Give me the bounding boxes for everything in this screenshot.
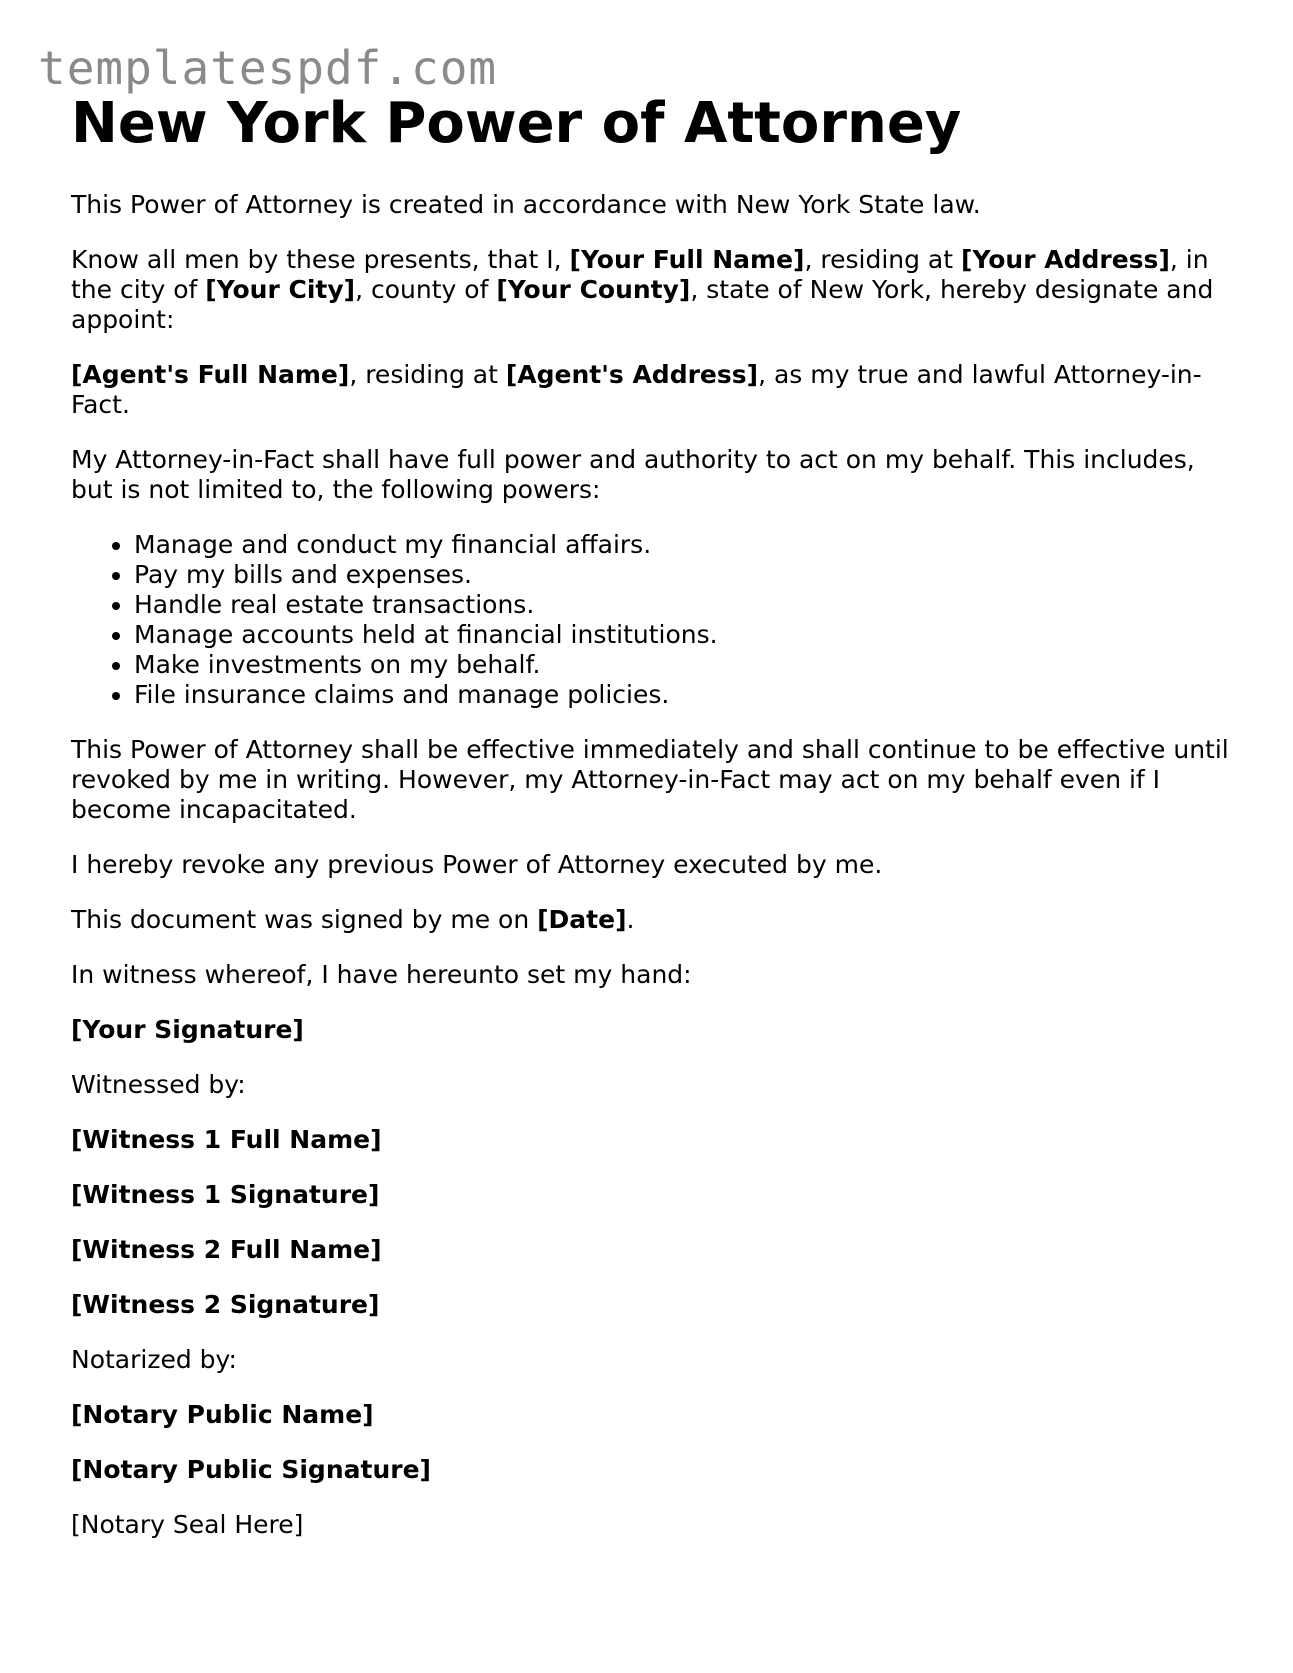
intro-paragraph: This Power of Attorney is created in accordance with New York State law.	[71, 190, 981, 219]
notary-seal-placeholder: [Notary Seal Here]	[71, 1510, 304, 1539]
notarized-by-label: Notarized by:	[71, 1345, 237, 1374]
powers-list	[71, 530, 1231, 710]
designation-text-3: , in the city of	[71, 245, 1209, 304]
signed-text-2: .	[626, 905, 635, 934]
powers-intro: My Attorney-in-Fact shall have full power and authority to act on my behalf. This includes, but is not limited to, the following powers:	[71, 445, 1195, 504]
witness-2-name-placeholder: [Witness 2 Full Name]	[71, 1235, 382, 1264]
document-body	[71, 88, 1231, 1565]
list-item: • File insurance claims and manage policies.	[134, 680, 1231, 710]
designation-text-2: , residing at	[804, 245, 962, 274]
signed-text-1: This document was signed by me on	[71, 905, 538, 934]
agent-name-placeholder: [Agent's Full Name]	[71, 360, 350, 389]
witness-intro: In witness whereof, I have hereunto set my hand:	[71, 960, 692, 989]
your-address-placeholder: [Your Address]	[961, 245, 1170, 274]
agent-text-1: , residing at	[349, 360, 506, 389]
designation-text-4: , county of	[355, 275, 497, 304]
your-county-placeholder: [Your County]	[496, 275, 691, 304]
your-city-placeholder: [Your City]	[205, 275, 356, 304]
list-item: • Pay my bills and expenses.	[134, 560, 1231, 590]
list-item: • Manage accounts held at financial institutions.	[134, 620, 1231, 650]
witness-1-name-placeholder: [Witness 1 Full Name]	[71, 1125, 382, 1154]
designation-text-1: Know all men by these presents, that I,	[71, 245, 570, 274]
your-signature-placeholder: [Your Signature]	[71, 1015, 304, 1044]
agent-text-2: , as my true and lawful Attorney-in-Fact.	[71, 360, 1202, 419]
designation-text-5: , state of New York, hereby designate and appoint:	[71, 275, 1214, 334]
list-item: • Manage and conduct my financial affairs.	[134, 530, 1231, 560]
notary-name-placeholder: [Notary Public Name]	[71, 1400, 374, 1429]
list-item: • Make investments on my behalf.	[134, 650, 1231, 680]
date-placeholder: [Date]	[537, 905, 627, 934]
your-full-name-placeholder: [Your Full Name]	[569, 245, 805, 274]
witness-2-signature-placeholder: [Witness 2 Signature]	[71, 1290, 380, 1319]
revoke-paragraph: I hereby revoke any previous Power of Attorney executed by me.	[71, 850, 883, 879]
list-item: • Handle real estate transactions.	[134, 590, 1231, 620]
document-title: New York Power of Attorney	[71, 91, 962, 156]
agent-paragraph	[71, 360, 1231, 420]
notary-signature-placeholder: [Notary Public Signature]	[71, 1455, 431, 1484]
watermark: templatespdf.com	[38, 41, 498, 95]
witness-1-signature-placeholder: [Witness 1 Signature]	[71, 1180, 380, 1209]
witnessed-by-label: Witnessed by:	[71, 1070, 246, 1099]
designation-paragraph	[71, 245, 1231, 335]
agent-address-placeholder: [Agent's Address]	[505, 360, 759, 389]
signed-paragraph	[71, 905, 1231, 935]
effective-paragraph: This Power of Attorney shall be effective immediately and shall continue to be effective until revoked by me in writing. However, my Attorney-in-Fact may act on my behalf even if I become incapacitated.	[71, 735, 1229, 824]
